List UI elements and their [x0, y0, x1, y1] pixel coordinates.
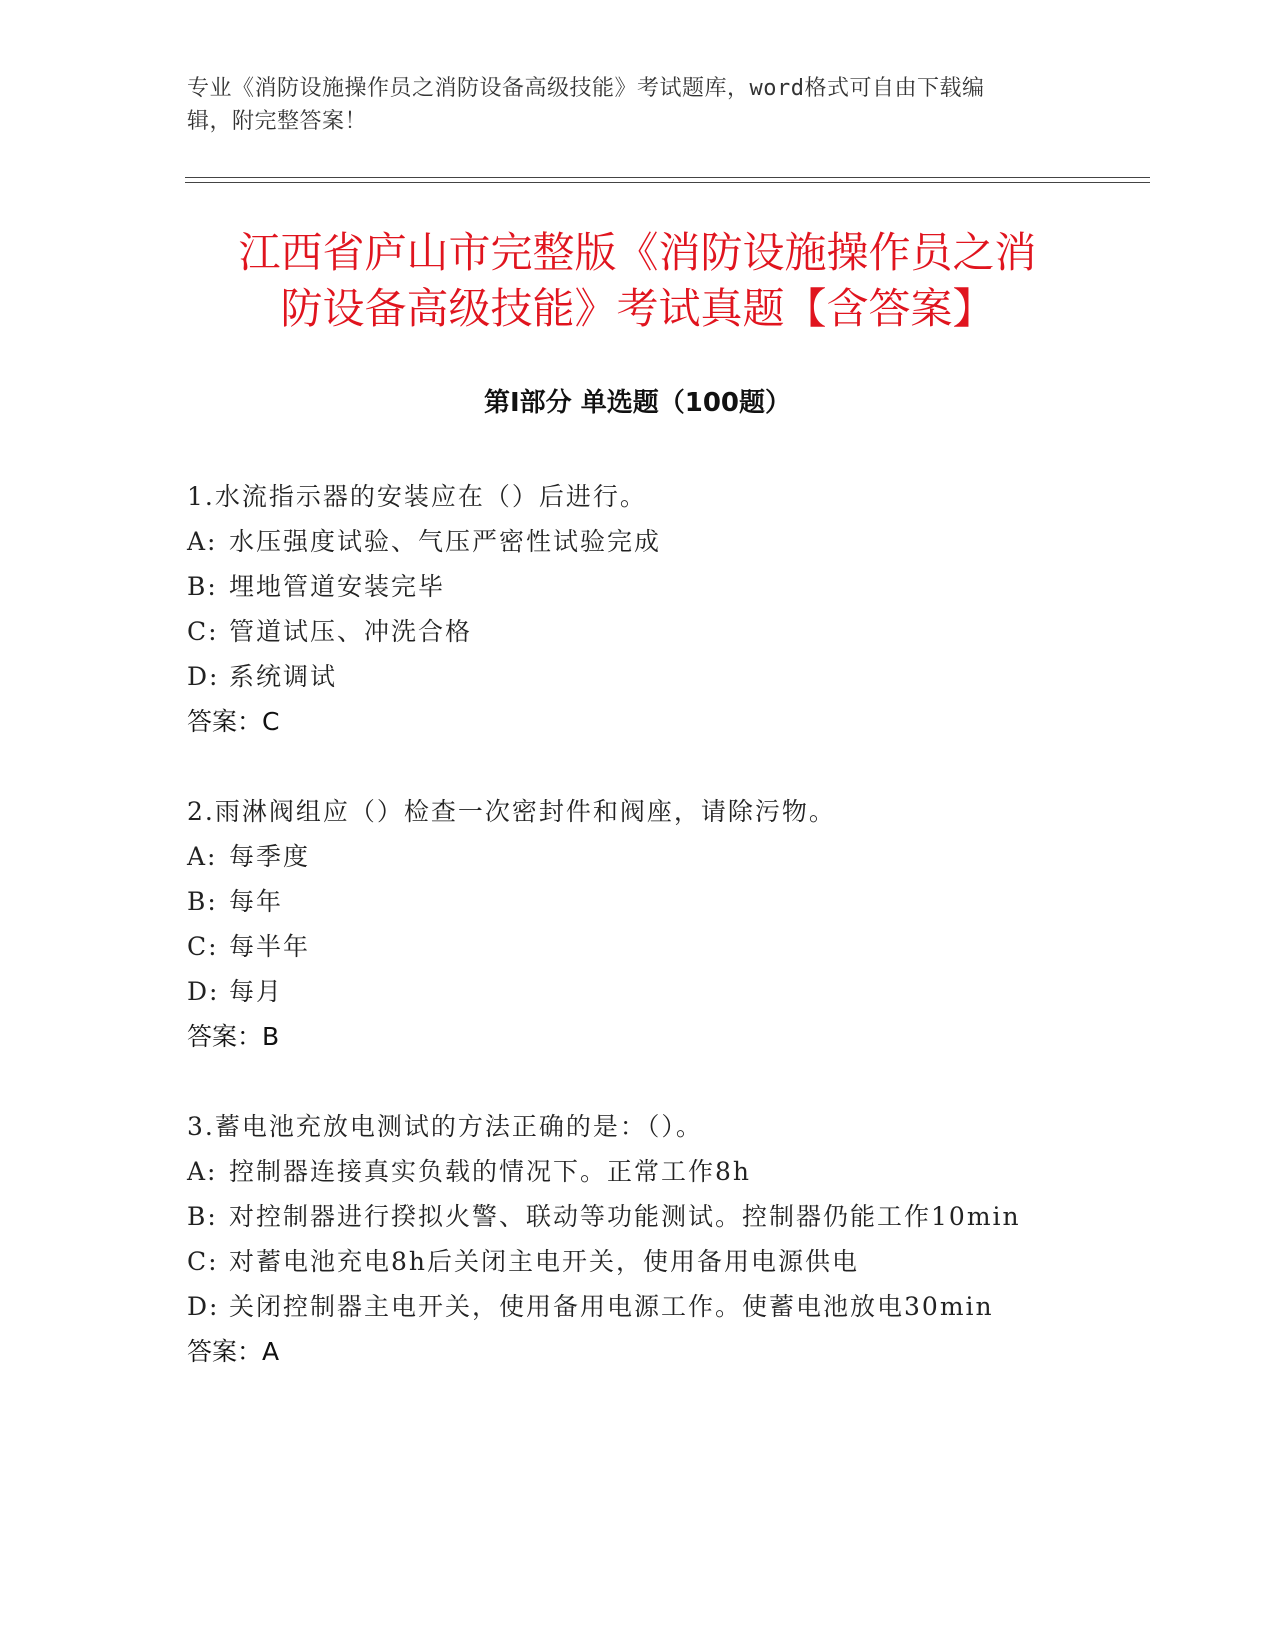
- option-b: [187, 1194, 1087, 1239]
- option-text: 控制器连接真实负载的情况下。正常工作8h: [229, 1157, 752, 1186]
- option-d: [187, 969, 1087, 1014]
- option-text: 系统调试: [229, 662, 338, 691]
- option-text: 对蓄电池充电8h后关闭主电开关，使用备用电源供电: [229, 1247, 860, 1276]
- option-letter: B:: [187, 572, 218, 601]
- question-2: [187, 789, 1087, 1059]
- header-line-2: 辑，附完整答案！: [187, 109, 368, 134]
- option-text: 水压强度试验、气压严密性试验完成: [229, 527, 662, 556]
- option-letter: C:: [187, 617, 219, 646]
- option-letter: D:: [187, 662, 220, 691]
- option-a: [187, 834, 1087, 879]
- option-text: 每年: [229, 887, 284, 916]
- title-line-2: 防设备高级技能》考试真题【含答案】: [280, 284, 995, 333]
- option-text: 每半年: [229, 932, 311, 961]
- option-letter: C:: [187, 932, 219, 961]
- option-text: 每月: [229, 977, 284, 1006]
- option-text: 对控制器进行揆拟火警、联动等功能测试。控制器仍能工作10min: [229, 1202, 1021, 1231]
- question-1: [187, 474, 1087, 744]
- header-line-1: 专业《消防设施操作员之消防设备高级技能》考试题库，word格式可自由下载编: [187, 76, 985, 101]
- option-letter: A:: [187, 527, 218, 556]
- option-letter: B:: [187, 887, 218, 916]
- option-letter: A:: [187, 1157, 218, 1186]
- option-b: [187, 879, 1087, 924]
- page-header: [187, 72, 1067, 138]
- question-stem: 1.水流指示器的安装应在（）后进行。: [187, 482, 647, 511]
- document-title: [180, 225, 1095, 337]
- option-c: [187, 924, 1087, 969]
- option-letter: D:: [187, 1292, 220, 1321]
- question-3: [187, 1104, 1087, 1374]
- option-c: [187, 609, 1087, 654]
- question-stem: 2.雨淋阀组应（）检查一次密封件和阀座，请除污物。: [187, 797, 836, 826]
- option-letter: A:: [187, 842, 218, 871]
- option-text: 管道试压、冲洗合格: [229, 617, 473, 646]
- option-a: [187, 519, 1087, 564]
- option-b: [187, 564, 1087, 609]
- answer: 答案：C: [187, 707, 280, 736]
- option-letter: B:: [187, 1202, 218, 1231]
- option-d: [187, 1284, 1087, 1329]
- answer: 答案：A: [187, 1337, 280, 1366]
- header-rule-bottom: [185, 182, 1150, 183]
- option-text: 每季度: [229, 842, 311, 871]
- question-list: [187, 474, 1087, 1419]
- header-rule-top: [185, 177, 1150, 178]
- option-letter: D:: [187, 977, 220, 1006]
- section-title: 第Ⅰ部分 单选题（100题）: [484, 388, 791, 418]
- option-text: 关闭控制器主电开关，使用备用电源工作。使蓄电池放电30min: [229, 1292, 994, 1321]
- option-letter: C:: [187, 1247, 219, 1276]
- option-a: [187, 1149, 1087, 1194]
- title-line-1: 江西省庐山市完整版《消防设施操作员之消: [238, 228, 1037, 277]
- answer: 答案：B: [187, 1022, 280, 1051]
- option-c: [187, 1239, 1087, 1284]
- option-text: 埋地管道安装完毕: [229, 572, 446, 601]
- question-stem: 3.蓄电池充放电测试的方法正确的是：（）。: [187, 1112, 703, 1141]
- option-d: [187, 654, 1087, 699]
